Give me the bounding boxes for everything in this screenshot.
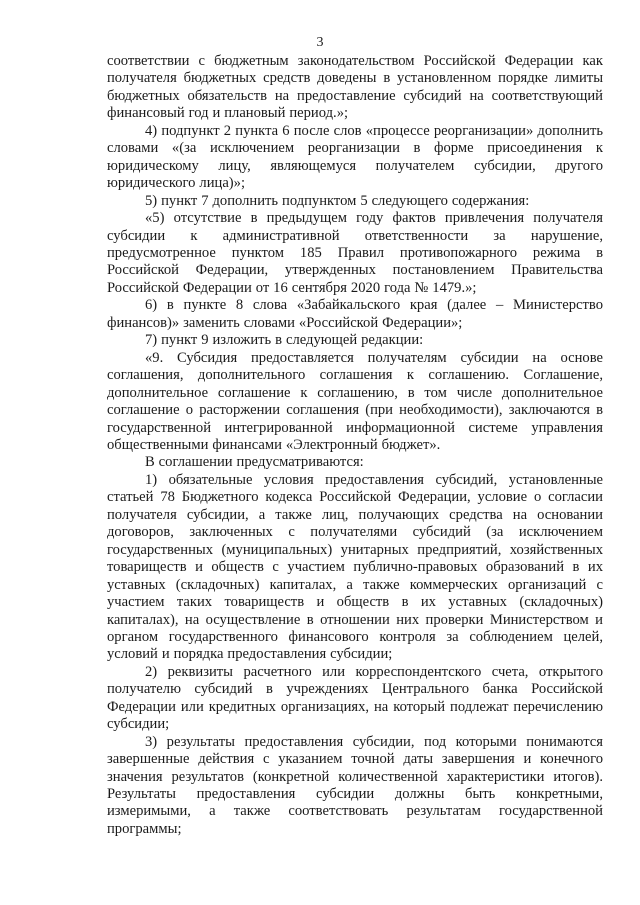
paragraph: «9. Субсидия предоставляется получателям субсидии на основе соглашения, дополнительного соглашения к соглашению. Соглашение, дополнительное соглашение к соглашению, в том числе дополнительное соглашение о расторжении соглашения (при необходимости), заключаются в государственной интегрированной информационной системе управления общественными финансами «Электронный бюджет».	[107, 349, 603, 453]
paragraph: 1) обязательные условия предоставления субсидий, установленные статьей 78 Бюджетного кодекса Российской Федерации, условие о согласии получателя субсидии, а также лиц, получающих средства на основании договоров, заключенных с получателями субсидий (за исключением государственных (муниципальных) унитарных предприятий, хозяйственных товариществ и обществ с участием публично-правовых образований в их уставных (складочных) капиталах, а также коммерческих организаций с участием таких товариществ и обществ в их уставных (складочных) капиталах), на осуществление в отношении них проверки Министерством и органом государственного финансового контроля за соблюдением целей, условий и порядка предоставления субсидии;	[107, 471, 603, 663]
page-number: 3	[316, 35, 324, 50]
paragraph: 4) подпункт 2 пункта 6 после слов «процессе реорганизации» дополнить словами «(за исключением реорганизации в форме присоединения к юридическому лицу, являющемуся получателем субсидии, другого юридического лица)»;	[107, 122, 603, 192]
paragraph: 7) пункт 9 изложить в следующей редакции:	[145, 332, 424, 349]
paragraph: 6) в пункте 8 слова «Забайкальского края (далее – Министерство финансов)» заменить словами «Российской Федерации»;	[107, 297, 603, 331]
paragraph: 5) пункт 7 дополнить подпунктом 5 следующего содержания:	[145, 192, 530, 209]
paragraph: соответствии с бюджетным законодательством Российской Федерации как получателя бюджетных средств доведены в установленном порядке лимиты бюджетных обязательств на предоставление субсидий на соответствующий финансовый год и плановый период.»;	[107, 53, 603, 122]
paragraph: 3) результаты предоставления субсидии, под которыми понимаются завершенные действия с указанием точной даты завершения и конечного значения результатов (конкретной количественной характеристики итогов). Результаты предоставления субсидии должны быть конкретными, измеримыми, а также соответствовать результатам государственной программы;	[107, 733, 603, 837]
paragraph: «5) отсутствие в предыдущем году фактов привлечения получателя субсидии к административной ответственности за нарушение, предусмотренное пунктом 185 Правил противопожарного режима в Российской Федерации, утвержденных постановлением Правительства Российской Федерации от 16 сентября 2020 года № 1479.»;	[107, 210, 603, 296]
paragraph: В соглашении предусматриваются:	[145, 454, 364, 471]
document-body	[107, 53, 603, 838]
paragraph: 2) реквизиты расчетного или корреспондентского счета, открытого получателю субсидий в учреждениях Центрального банка Российской Федерации или кредитных организациях, на который подлежат перечислению субсидии;	[107, 663, 603, 733]
